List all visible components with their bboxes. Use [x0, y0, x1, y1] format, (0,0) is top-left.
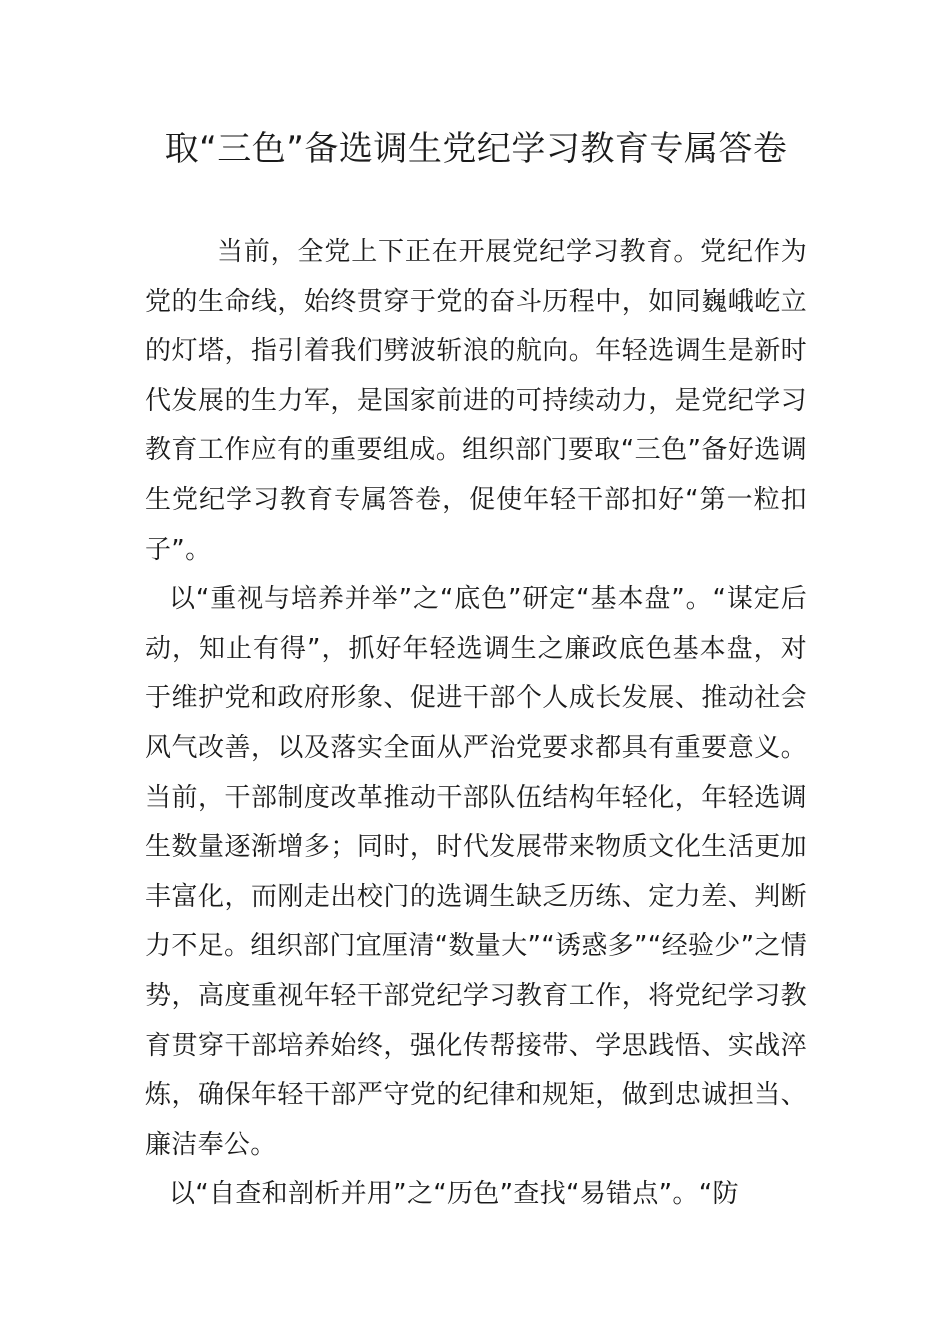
section-paragraph-history-color: 以“自查和剖析并用”之“历色”查找“易错点”。“防	[169, 1179, 739, 1210]
document-title: 取“三色”备选调生党纪学习教育专属答卷	[164, 129, 788, 169]
section-paragraph-base-color: 以“重视与培养并举”之“底色”研定“基本盘”。“谋定后动，知止有得”，抓好年轻选调生之廉政底色基本盘，对于维护党和政府形象、促进干部个人成长发展、推动社会风气改善，以及落实全面从严治党要求都具有重要意义。当前，干部制度改革推动干部队伍结构年轻化，年轻选调生数量逐渐增多；同时，时代发展带来物质文化生活更加丰富化，而刚走出校门的选调生缺乏历练、定力差、判断力不足。组织部门宜厘清“数量大”“诱惑多”“经验少”之情势，高度重视年轻干部党纪学习教育工作，将党纪学习教育贯穿干部培养始终，强化传帮接带、学思践悟、实战淬炼，确保年轻干部严守党的纪律和规矩，做到忠诚担当、廉洁奉公。	[145, 584, 807, 1160]
document-body	[145, 228, 807, 1220]
intro-paragraph: 当前，全党上下正在开展党纪学习教育。党纪作为党的生命线，始终贯穿于党的奋斗历程中，如同巍峨屹立的灯塔，指引着我们劈波斩浪的航向。年轻选调生是新时代发展的生力军，是国家前进的可持续动力，是党纪学习教育工作应有的重要组成。组织部门要取“三色”备好选调生党纪学习教育专属答卷，促使年轻干部扣好“第一粒扣子”。	[145, 237, 807, 565]
